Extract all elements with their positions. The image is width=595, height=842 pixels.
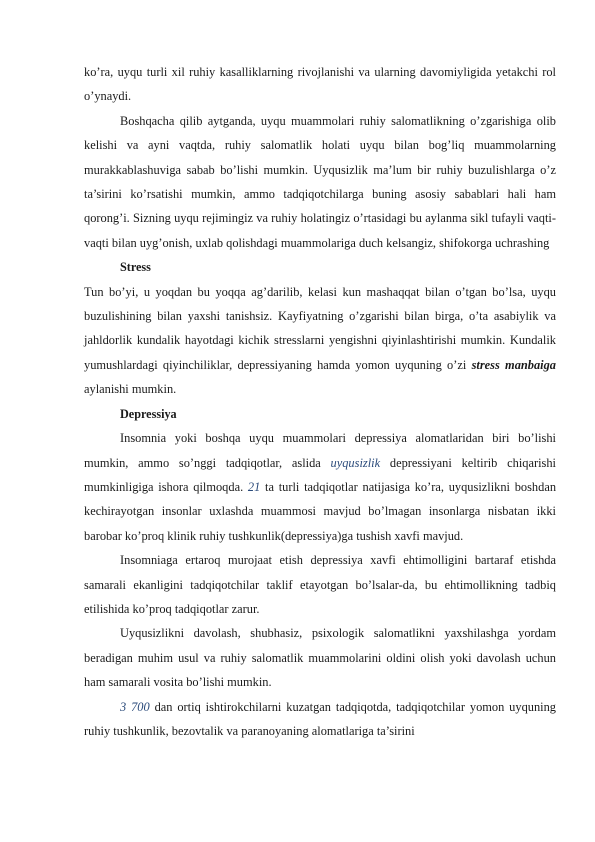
emphasis-stress-source: stress manbaiga: [471, 357, 557, 372]
paragraph-depression: Insomnia yoki boshqa uyqu muammolari depressiya alomatlaridan biri bo’lishi mumkin, ammo so’nggi tadqiqotlar, aslida uyqusizlik depressiyani keltirib chiqarishi mumkinligiga ishora qilmoqda. 21 ta turli tadqiqotlar natijasiga ko’ra, uyqusizlikni boshdan kechirayotgan insonlar uxlashda muammosi mavjud bo’lmagan insonlarga nisbatan ikki barobar ko’proq klinik ruhiy tushkunlik(depressiya)ga tushish xavfi mavjud.: [84, 431, 557, 543]
emphasis-insomnia: uyqusizlik: [330, 455, 381, 470]
heading-stress: Stress: [120, 260, 151, 275]
paragraph-sleep-mental-health: Boshqacha qilib aytganda, uyqu muammolari ruhiy salomatlikning o’zgarishiga olib kelishi va ayni vaqtda, ruhiy salomatlik holati uyqu bilan bog’liq muammolarning murakkablashuviga sabab bo’lishi mumkin. Uyqusizlik ma’lum bir ruhiy buzulishlarga o’z ta’sirini ko’rsatishi mumkin, ammo tadqiqotchilarga buning asosiy sabablari hali ham qorong’i. Sizning uyqu rejimingiz va ruhiy holatingiz o’rtasidagi bu aylanma sikl tufayli vaqti-vaqti bilan uyg’onish, uxlab qolishdagi muammolariga duch kelsangiz, shifokorga uchrashing: [84, 113, 556, 250]
emphasis-study-count: 21: [247, 479, 261, 494]
paragraph-treatment-benefit: Uyqusizlikni davolash, shubhasiz, psixologik salomatlikni yaxshilashga yordam beradigan muhim usul va ruhiy salomatlik muammolarini oldini olish yoki davolash uchun ham samarali vosita bo’lishi mumkin.: [84, 626, 556, 690]
document-page: [84, 60, 556, 743]
paragraph-stress: Tun bo’yi, u yoqdan bu yoqqa ag’darilib, kelasi kun mashaqqat bilan o’tgan bo’lsa, uyqu buzulishining bilan yaxshi tanishsiz. Kayfiyatning o’zgarishi bilan birga, o’ta asabiylik va jahldorlik kundalik hayotdagi kichik stresslarni yengishni qiyinlashtirishi mumkin. Kundalik yumushlardagi qiyinchiliklar, depressiyaning hamda yomon uyquning o’zi stress manbaiga aylanishi mumkin.: [84, 284, 557, 397]
paragraph-intro: ko’ra, uyqu turli xil ruhiy kasalliklarning rivojlanishi va ularning davomiyligida yetakchi rol o’ynaydi.: [84, 65, 556, 104]
paragraph-study-participants: 3 700 dan ortiq ishtirokchilarni kuzatgan tadqiqotda, tadqiqotchilar yomon uyquning ruhiy tushkunlik, bezovtalik va paranoyaning alomatlariga ta’sirini: [84, 699, 556, 738]
emphasis-participant-count: 3 700: [120, 699, 150, 714]
paragraph-insomnia-treatment-risk: Insomniaga ertaroq murojaat etish depressiya xavfi ehtimolligini bartaraf etishda samarali ekanligini tadqiqotchilar taklif etayotgan bo’lsalar-da, bu ehtimollikning tadbiq etilishida ko’proq tadqiqotlar zarur.: [84, 553, 556, 616]
heading-depression: Depressiya: [120, 406, 177, 421]
